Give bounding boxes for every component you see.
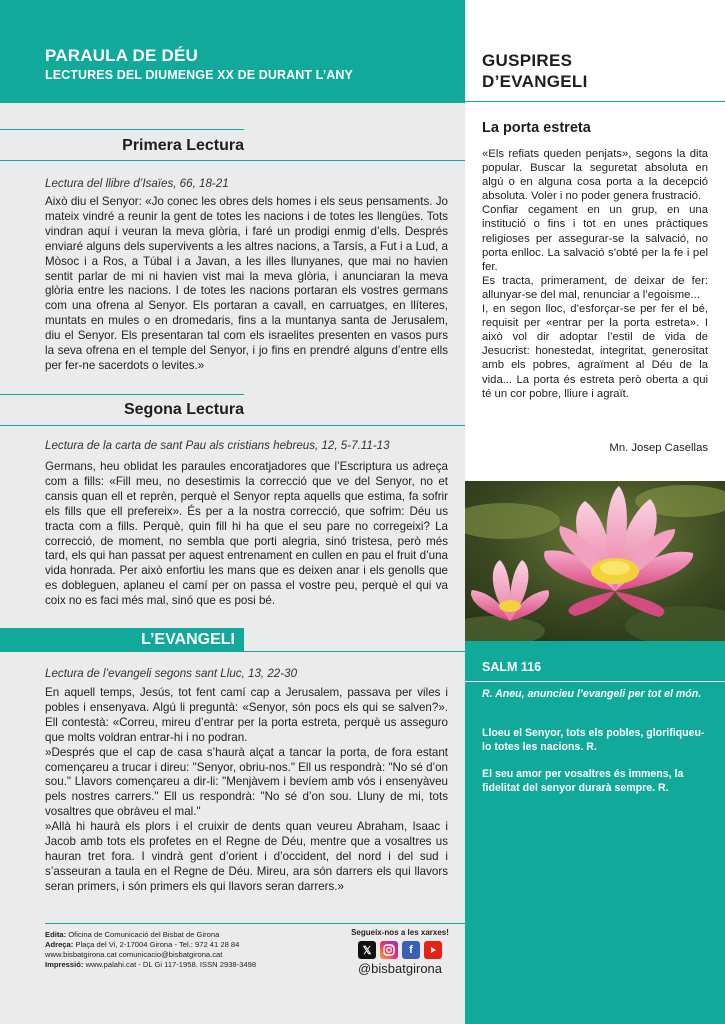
section-divider [0, 129, 244, 130]
edita-label: Edita: [45, 930, 67, 939]
gospel-paragraph: En aquell temps, Jesús, tot fent camí cap a Jerusalem, passava per viles i pobles i ensenyava. Algú li preguntà: «Senyor, són pocs els qui se salven?». Ell contestà: «Correu, mireu d’entrar per la porta estreta, perquè us asseguro que molts voldran entrar-hi i no podran. [45, 686, 448, 744]
social-block [345, 928, 455, 976]
guspires-paragraph: Confiar cegament en un grup, en una institució o fins i tot en unes pràctiques religioses per assegurar-se la salvació, no porta enlloc. La salvació s’obté per la fe i pel fer. [482, 204, 708, 273]
gospel-paragraph: »Allà hi haurà els plors i el cruixir de dents quan veureu Abraham, Isaac i Jacob amb tots els profetes en el Regne de Déu, mentre que a vosaltres us hauran tret fora. I vindrà gent d’orient i d’occident, del nord i del sud i s’asseuran a taula en el Regne de Déu. Mireu, ara són darrers els qui llavors seran primers, i són primers els qui llavors seran darrers.» [45, 820, 448, 893]
page-subtitle: LECTURES DEL DIUMENGE XX DE DURANT L’ANY [45, 68, 353, 82]
guspires-paragraph: I, en segon lloc, d’esforçar-se per fer el bé, requisit per «entrar per la porta estreta». I això vol dir adoptar l’estil de vida de Jesucrist: honestedat, integritat, generositat amb els pobres, agraïment al Déu de la vida... La porta és estreta però oberta a qui té un cor pobre, lliure i agraït. [482, 303, 708, 400]
reading2-title: Segona Lectura [123, 401, 244, 418]
footer-divider [45, 923, 465, 924]
psalm-title: SALM 116 [482, 660, 542, 674]
guspires-heading: La porta estreta [482, 120, 591, 136]
edita-value: Oficina de Comunicació del Bisbat de Girona [68, 930, 220, 939]
youtube-icon[interactable] [424, 941, 442, 959]
social-label: Segueix-nos a les xarxes! [351, 928, 449, 937]
reading2-reference: Lectura de la carta de sant Pau als cristians hebreus, 12, 5-7.11-13 [45, 439, 390, 452]
section-divider [0, 651, 465, 652]
guspires-paragraph: «Els refiats queden penjats», segons la dita popular. Buscar la seguretat absoluta en algú o en alguna cosa porta a la decepció absoluta. Voler i no poder genera frustració. [482, 148, 708, 203]
psalm-response: R. Aneu, anuncieu l’evangeli per tot el món. [482, 688, 702, 700]
x-icon[interactable]: 𝕏 [358, 941, 376, 959]
social-handle[interactable]: @bisbatgirona [357, 961, 443, 976]
guspires-divider [465, 101, 725, 102]
gospel-paragraph: »Després que el cap de casa s’haurà alçat a tancar la porta, de fora estant començareu a trucar i direu: "Senyor, obriu-nos." Ell us respondrà: "No sé d’on sou." Llavors començareu a dir-li: "Menjàvem i bevíem amb vós i ensenyàveu pels nostres carrers." Ell us respondrà: "No sé d’on sou. Lluny de mi, tots vosaltres que obràveu el mal." [45, 745, 448, 819]
instagram-icon[interactable] [380, 941, 398, 959]
psalm-box [465, 641, 725, 1024]
impressio-value: www.palahi.cat - DL Gi 117-1958. ISSN 2938-3498 [85, 960, 257, 969]
reading1-title: Primera Lectura [122, 137, 244, 154]
web-contact[interactable]: www.bisbatgirona.cat comunicacio@bisbatgirona.cat [45, 950, 223, 959]
psalm-divider [465, 681, 725, 682]
water-lily-photo [465, 481, 725, 641]
impressio-label: Impressió: [45, 960, 84, 969]
guspires-paragraph: Es tracta, primerament, de deixar de fer: allunyar-se del mal, renunciar a l’egoisme... [482, 274, 708, 301]
gospel-reference: Lectura de l’evangeli segons sant Lluc, 13, 22-30 [45, 667, 298, 680]
guspires-signature: Mn. Josep Casellas [609, 442, 708, 454]
reading2-text: Germans, heu oblidat les paraules encoratjadores que l’Escriptura us adreça com a fills: «Fill meu, no desestimis la correcció que ve del Senyor, no et cansis quan ell et reprèn, perquè el Senyor repta aquells que estima, fa sofrir els fills que ell prefereix». És per a la nostra correcció, que sofrim: Déu us tracta com a fills. Perquè, quin fill hi ha que el seu pare no corregeixi? La correcció, de moment, no sembla que porti alegria, sinó tristesa, però més tard, els qui han passat per aquest entrenament en cullen en pau el fruit d’una vida honrada. Per això enfortiu les mans que es deixen anar i els genolls que es dobleguen, aplaneu el camí per on passa el vostre peu, perquè el qui va coix no es faci més mal, sinó que es posi bé. [45, 460, 448, 608]
section-divider [0, 160, 465, 161]
reading1-reference: Lectura del llibre d’Isaïes, 66, 18-21 [45, 177, 229, 190]
guspires-title-line1: GUSPIRES [482, 51, 573, 70]
gospel-text [45, 686, 448, 895]
section-divider [0, 394, 244, 395]
social-icons [345, 941, 455, 959]
footer-credits [45, 930, 315, 970]
guspires-title-line2: D’EVANGELI [482, 72, 588, 91]
guspires-text [482, 147, 708, 401]
guspires-title [482, 50, 588, 92]
page-header [0, 0, 465, 103]
adreca-value: Plaça del Vi, 2-17004 Girona - Tel.: 972 41 28 84 [75, 940, 240, 949]
psalm-verse: El seu amor per vosaltres és immens, la fidelitat del senyor durarà sempre. R. [482, 768, 684, 794]
psalm-verse: Lloeu el Senyor, tots els pobles, glorifiqueu-lo totes les nacions. R. [482, 727, 705, 753]
guspires-column [465, 0, 725, 1024]
section-divider [0, 425, 465, 426]
reading1-text: Això diu el Senyor: «Jo conec les obres dels homes i els seus pensaments. Jo mateix vindré a reunir la gent de totes les nacions i de totes les llengües. Tots vindran aquí i veuran la meva glòria, i faré un prodigi enmig d’ells. Després enviaré alguns dels supervivents a les altres nacions, a Tarsís, a Fut i a Lud, a Mòsoc i a Ros, a Túbal i a Javan, a les illes llunyanes, que mai no havien sentit parlar de mi ni havien vist mai la meva glòria, i anunciaran la meva glòria entre les nacions. I de totes les nacions portaran els vostres germans com una ofrena al Senyor. Els portaran a cavall, en carruatges, en llíteres, muntats en mules o en dromedaris, fins a la muntanya santa de Jerusalem, diu el Senyor. Els presentaran tal com els israelites presenten en vasos purs la seva ofrena en el temple del Senyor, i jo fins en prendré alguns d’entre ells per fer-ne sacerdots o levites.» [45, 195, 448, 372]
gospel-title: L’EVANGELI [0, 628, 244, 652]
page-title: PARAULA DE DÉU [45, 46, 198, 65]
adreca-label: Adreça: [45, 940, 74, 949]
facebook-icon[interactable]: f [402, 941, 420, 959]
